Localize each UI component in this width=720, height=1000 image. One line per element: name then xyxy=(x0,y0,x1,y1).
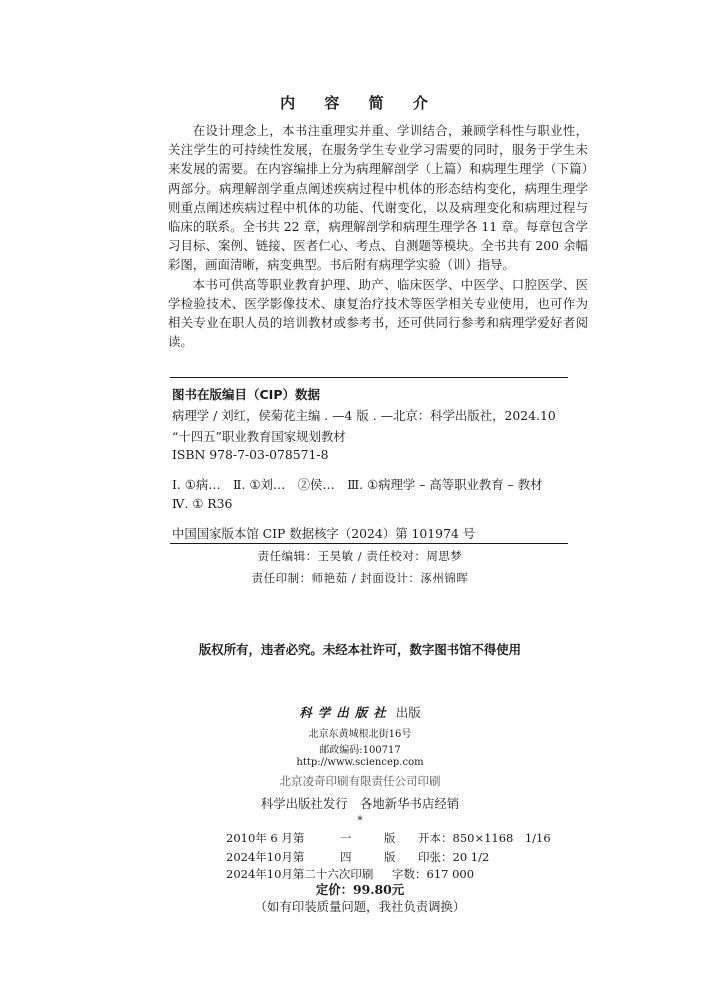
edition-kind: 版 xyxy=(384,831,396,845)
edition-spec: 开本：850×1168 1/16 xyxy=(418,831,551,845)
page-title: 内 容 简 介 xyxy=(280,94,440,112)
staff-line: 责任印制：师艳茹 / 封面设计：涿州锦晖 xyxy=(251,571,469,585)
edition-row xyxy=(226,830,551,846)
publisher-address: 北京东黄城根北街16号 xyxy=(308,729,412,740)
edition-date: 2010年 6 月第 xyxy=(226,831,305,845)
printer-line: 北京凌奇印刷有限责任公司印刷 xyxy=(279,774,441,788)
distribution-line: 科学出版社发行 各地新华书店经销 xyxy=(260,796,460,811)
edition-spec: 印张：20 1/2 xyxy=(418,850,490,864)
edition-date: 2024年10月第二十六次印刷 xyxy=(226,867,374,881)
edition-ordinal: 四 xyxy=(340,850,352,864)
price: 定价：99.80元 xyxy=(315,882,405,897)
cip-record-number: 中国国家版本馆 CIP 数据核字（2024）第 101974 号 xyxy=(172,526,476,541)
separator-star: * xyxy=(357,814,363,827)
cip-line: Ⅳ. ① R36 xyxy=(172,496,233,511)
edition-kind: 版 xyxy=(384,850,396,864)
edition-ordinal: 一 xyxy=(340,831,352,845)
cip-top-rule xyxy=(170,377,568,378)
cip-isbn: ISBN 978-7-03-078571-8 xyxy=(172,447,329,462)
publisher-suffix: 出版 xyxy=(395,705,421,720)
copyright-notice: 版权所有，违者必究。未经本社许可，数字图书馆不得使用 xyxy=(198,642,522,657)
intro-paragraph: 本书可供高等职业教育护理、助产、临床医学、中医学、口腔医学、医学检验技术、医学影像技术、康复治疗技术等医学相关专业使用，也可作为相关专业在职人员的培训教材或参考书，还可供同行参考和病理学爱好者阅读。 xyxy=(168,276,588,350)
cip-line: “十四五”职业教育国家规划教材 xyxy=(172,429,346,444)
cip-bottom-rule xyxy=(170,543,568,544)
edition-row xyxy=(226,849,489,865)
intro-text xyxy=(168,121,588,351)
publisher-website: http://www.sciencep.com xyxy=(296,757,424,768)
publisher-postcode: 邮政编码:100717 xyxy=(319,745,401,756)
cip-line: 病理学 / 刘红，侯菊花主编 . —4 版 . —北京：科学出版社，2024.10 xyxy=(172,408,556,423)
publisher-line xyxy=(0,703,720,721)
publisher-seal: 科学出版社 xyxy=(299,705,392,720)
cip-heading: 图书在版编目（CIP）数据 xyxy=(172,387,320,402)
edition-spec: 字数：617 000 xyxy=(392,867,475,881)
edition-date: 2024年10月第 xyxy=(226,850,305,864)
quality-note: （如有印装质量问题，我社负责调换） xyxy=(254,899,466,914)
intro-paragraph: 在设计理念上，本书注重理实并重、学训结合，兼顾学科性与职业性，关注学生的可持续性发展，在服务学生专业学习需要的同时，服务于学生未来发展的需要。在内容编排上分为病理解剖学（上篇）和病理生理学（下篇）两部分。病理解剖学重点阐述疾病过程中机体的形态结构变化，病理生理学则重点阐述疾病过程中机体的功能、代谢变化，以及病理变化和病理过程与临床的联系。全书共 22 章，病理解剖学和病理生理学各 11 章。每章包含学习目标、案例、链接、医者仁心、考点、自测题等模块。全书共有 200 余幅彩图，画面清晰，病变典型。书后附有病理学实验（训）指导。 xyxy=(168,123,588,273)
staff-line: 责任编辑：王昊敏 / 责任校对：周思梦 xyxy=(257,549,463,563)
cip-line: Ⅰ. ①病… Ⅱ. ①刘… ②侯… Ⅲ. ①病理学 – 高等职业教育 – 教材 xyxy=(172,477,543,492)
